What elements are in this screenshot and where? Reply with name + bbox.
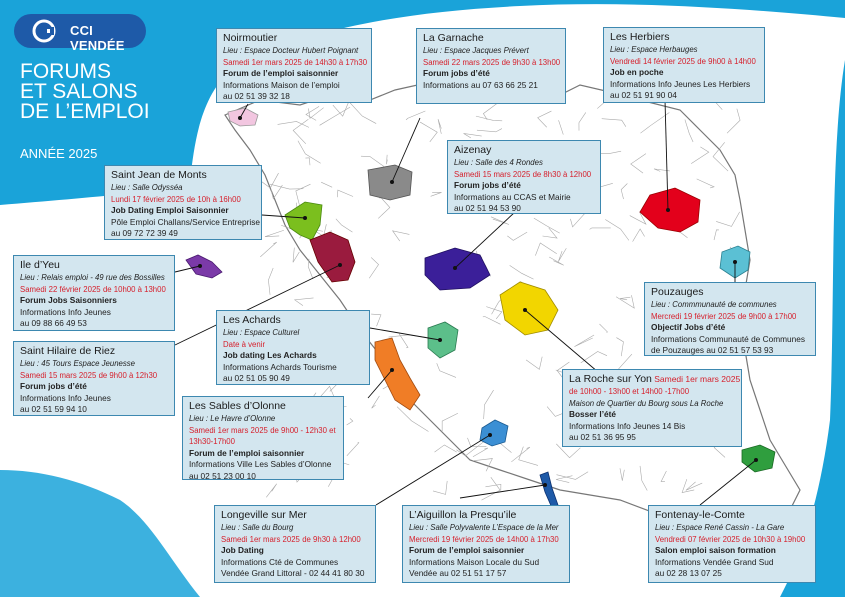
card-longeville-sur-mer <box>214 505 376 583</box>
event-time: de 14h00 à 17h30 <box>495 534 559 544</box>
pin-longeville-sur-mer <box>488 433 492 437</box>
event-phone: au 02 51 23 00 10 <box>189 470 256 480</box>
logo-text: CCI VENDÉE <box>70 23 125 53</box>
city-name: Pouzauges <box>651 286 704 298</box>
title-line-2: ET SALONS <box>20 80 138 103</box>
event-name: Job dating Les Achards <box>223 350 317 361</box>
venue: Lieu : Salle des 4 Rondes <box>454 158 543 167</box>
pin-la-roche-sur-yon <box>523 308 527 312</box>
event-date: Samedi 1er mars 2025 <box>189 425 268 435</box>
event-date: Mercredi 19 février 2025 <box>651 311 736 321</box>
city-name: La Garnache <box>423 32 484 44</box>
event-phone: au 09 72 72 39 49 <box>111 228 178 239</box>
event-info: Informations Ville Les Sables d’Olonne <box>189 459 332 470</box>
commune-border <box>727 109 740 133</box>
commune-border <box>485 484 500 490</box>
event-date: Samedi 22 mars 2025 <box>423 57 500 67</box>
event-time: de 9h00 à 14h00 <box>697 56 756 66</box>
pin-noirmoutier <box>238 116 242 120</box>
pin-pouzauges <box>733 260 737 264</box>
event-phone: au 02 51 59 94 10 <box>20 404 87 415</box>
city-name: La Roche sur Yon <box>569 373 652 385</box>
event-name: Forum jobs d’été <box>423 68 490 79</box>
event-name: Bosser l’été <box>569 409 617 420</box>
card-la-garnache <box>416 28 566 104</box>
card-pouzauges <box>644 282 816 356</box>
city-name: Noirmoutier <box>223 32 278 44</box>
pin-saint-jean-de-monts <box>303 216 307 220</box>
event-info: Informations Info Jeunes Les Herbiers <box>610 78 751 89</box>
city-name: Saint Jean de Monts <box>111 169 207 181</box>
event-phone: de Pouzauges au 02 51 57 53 93 <box>651 345 774 356</box>
city-name: Aizenay <box>454 144 492 156</box>
commune-border <box>260 242 276 257</box>
event-info: Informations au 07 63 66 25 21 <box>423 79 538 90</box>
event-info: Informations Achards Tourisme <box>223 361 337 372</box>
pin-aizenay <box>453 266 457 270</box>
event-phone: au 02 51 39 32 18 <box>223 91 290 102</box>
title-line-1: FORUMS <box>20 60 111 83</box>
venue: Lieu : Commmunauté de communes <box>651 300 777 309</box>
event-info: Informations Info Jeunes 14 Bis <box>569 420 686 431</box>
cci-logo-icon <box>32 19 56 43</box>
city-name: Les Achards <box>223 314 281 326</box>
page-title <box>20 62 220 122</box>
venue: Lieu : Salle Polyvalente L’Espace de la Mer <box>409 523 559 532</box>
card-ile-d-yeu <box>13 255 175 331</box>
event-name: Objectif Jobs d’été <box>651 322 726 333</box>
event-phone: Vendée au 02 51 51 17 57 <box>409 568 507 579</box>
event-phone: Vendée Grand Littoral - 02 44 41 80 30 <box>221 568 365 579</box>
event-date: Lundi 17 février 2025 <box>111 194 185 204</box>
event-info: Informations Maison Locale du Sud <box>409 556 540 567</box>
card-fontenay-le-comte <box>648 505 816 583</box>
commune-border <box>347 418 353 425</box>
commune-border <box>268 268 273 295</box>
commune-border <box>435 445 457 452</box>
region-la-garnache <box>368 165 412 200</box>
event-date: Vendredi 14 février 2025 <box>610 56 695 66</box>
event-info: Informations Info Jeunes <box>20 306 111 317</box>
connector-longeville-sur-mer <box>376 435 490 505</box>
card-noirmoutier <box>216 28 372 103</box>
event-name: Forum Jobs Saisonniers <box>20 295 117 306</box>
city-name: Longeville sur Mer <box>221 509 307 521</box>
event-name: Forum jobs d’été <box>20 381 87 392</box>
card-saint-hilaire-de-riez <box>13 341 175 416</box>
event-info: Informations au CCAS et Mairie <box>454 191 571 202</box>
city-name: Saint Hilaire de Riez <box>20 345 116 357</box>
venue: Lieu : Relais emploi - 49 rue des Bossilles <box>20 273 165 282</box>
card-les-sables-d-olonne <box>182 396 344 480</box>
event-name: Salon emploi saison formation <box>655 545 776 556</box>
event-info: Informations Maison de l’emploi <box>223 79 340 90</box>
pin-les-achards <box>438 338 442 342</box>
venue: Lieu : Espace René Cassin - La Gare <box>655 523 785 532</box>
pin-l-aiguillon <box>543 483 547 487</box>
commune-border <box>293 248 299 263</box>
event-phone: au 09 88 66 49 53 <box>20 318 87 329</box>
event-time: de 9h00 à 12h30 <box>98 370 158 380</box>
event-date: Samedi 1er mars 2025 <box>654 374 741 384</box>
event-time: de 9h30 à 12h00 <box>302 534 361 544</box>
event-time: de 10h00 - 13h00 et 14h00 -17h00 <box>569 387 690 396</box>
pin-fontenay-le-comte <box>754 458 758 462</box>
venue: Lieu : Espace Jacques Prévert <box>423 46 529 55</box>
event-time: de 10h00 à 13h00 <box>102 284 166 294</box>
event-info: Informations Communauté de Communes <box>651 333 806 344</box>
card-l-aiguillon <box>402 505 570 583</box>
background-wave-bottom <box>0 470 200 597</box>
event-name: Forum de l’emploi saisonnier <box>409 545 525 556</box>
city-name: Les Sables d’Olonne <box>189 400 286 412</box>
city-name: L’Aiguillon la Presqu’ile <box>409 509 517 521</box>
event-date: Mercredi 19 février 2025 <box>409 534 494 544</box>
event-time: de 8h30 à 12h00 <box>532 169 592 179</box>
event-date: Samedi 15 mars 2025 <box>20 370 97 380</box>
venue: Lieu : Salle Odysséa <box>111 183 183 192</box>
commune-border <box>265 230 284 236</box>
event-name: Forum de l’emploi saisonnier <box>189 447 305 458</box>
commune-border <box>347 442 359 456</box>
event-date: Date à venir <box>223 339 266 349</box>
event-date: Samedi 1er mars 2025 <box>221 534 300 544</box>
card-les-achards <box>216 310 370 385</box>
event-phone: au 02 51 05 90 49 <box>223 373 290 384</box>
event-phone: au 02 51 94 53 90 <box>454 203 521 214</box>
event-time: de 10h30 à 19h00 <box>742 534 806 544</box>
card-aizenay <box>447 140 601 214</box>
event-info: Informations Info Jeunes <box>20 392 111 403</box>
event-time: de 9h00 - 12h30 et 13h30-17h00 <box>189 425 336 447</box>
event-date: Samedi 1er mars 2025 <box>223 57 302 67</box>
region-ile-d-yeu <box>186 255 222 278</box>
city-name: Les Herbiers <box>610 31 670 43</box>
event-phone: au 02 51 36 95 95 <box>569 432 636 443</box>
commune-border <box>482 477 501 500</box>
event-time: de 9h00 à 17h00 <box>737 311 797 321</box>
commune-border <box>372 396 380 408</box>
venue: Lieu : Le Havre d’Olonne <box>189 414 276 423</box>
event-date: Samedi 22 février 2025 <box>20 284 101 294</box>
year-label: ANNÉE 2025 <box>20 146 98 161</box>
event-time: de 14h30 à 17h30 <box>304 57 368 67</box>
pin-la-garnache <box>390 180 394 184</box>
venue: Lieu : Espace Docteur Hubert Poignant <box>223 46 359 55</box>
event-phone: au 02 28 13 07 25 <box>655 568 722 579</box>
pin-les-herbiers <box>666 208 670 212</box>
connector-l-aiguillon <box>460 485 545 498</box>
card-les-herbiers <box>603 27 765 103</box>
event-name: Job Dating Emploi Saisonnier <box>111 205 229 216</box>
venue: Lieu : Espace Culturel <box>223 328 300 337</box>
event-info: Informations Vendée Grand Sud <box>655 556 774 567</box>
city-name: Fontenay-le-Comte <box>655 509 745 521</box>
event-info: Pôle Emploi Challans/Service Entreprise <box>111 216 260 227</box>
event-time: de 9h30 à 13h00 <box>501 57 561 67</box>
event-name: Forum de l’emploi saisonnier <box>223 68 339 79</box>
cci-logo <box>14 14 146 53</box>
event-name: Job en poche <box>610 67 664 78</box>
city-name: Ile d’Yeu <box>20 259 60 271</box>
commune-border <box>295 298 314 306</box>
venue: Maison de Quartier du Bourg sous La Roche <box>569 398 724 408</box>
venue: Lieu : Salle du Bourg <box>221 523 294 532</box>
commune-border <box>433 481 447 494</box>
pin-saint-hilaire-de-riez <box>338 263 342 267</box>
pin-les-sables-d-olonne <box>390 368 394 372</box>
commune-border <box>266 484 276 497</box>
event-date: Samedi 15 mars 2025 <box>454 169 531 179</box>
card-la-roche-sur-yon <box>562 369 742 447</box>
event-name: Forum jobs d’été <box>454 180 521 191</box>
event-info: Informations Cté de Communes <box>221 556 339 567</box>
title-line-3: DE L’EMPLOI <box>20 100 150 123</box>
pin-ile-d-yeu <box>198 264 202 268</box>
event-date: Vendredi 07 février 2025 <box>655 534 740 544</box>
event-phone: au 02 51 91 90 04 <box>610 90 677 101</box>
event-name: Job Dating <box>221 545 264 556</box>
card-saint-jean-de-monts <box>104 165 262 240</box>
venue: Lieu : 45 Tours Espace Jeunesse <box>20 359 136 368</box>
event-time: de 10h à 16h00 <box>186 194 241 204</box>
venue: Lieu : Espace Herbauges <box>610 45 698 54</box>
